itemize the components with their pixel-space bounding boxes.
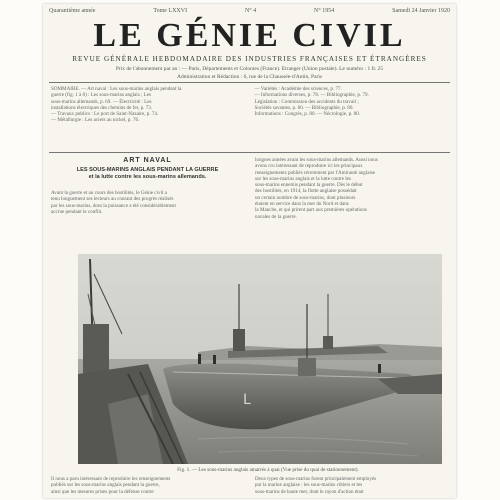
text-line: sur les sous-marins anglais et la lutte contre les [255,175,351,182]
text-line: renseignements publiés récemment par l'Amirauté anglaise [255,169,376,176]
header-number: N° 1954 [314,8,335,14]
text-line: sous-marins de haute mer, dont le rayon d'action était [255,488,364,495]
article-subtitle-line: et la lutte contre les sous-marins allemands. [88,174,207,180]
newspaper-page [43,4,456,498]
summary-line: — Métallurgie : Les aciers au nickel, p. 76. [51,117,140,124]
header-issue-no: N° 4 [244,8,257,14]
header-rule [49,82,450,83]
header-date: Samedi 24 Janvier 1920 [392,8,450,14]
address-line: Administration et Rédaction : 6, rue de la Chaussée-d'Antin, Paris [176,74,323,80]
submarine-photo [78,254,442,464]
summary-line: SOMMAIRE. — Art naval : Les sous-marins anglais pendant la [51,86,182,92]
text-line: la Manche, et qui prirent part aux premières opérations [255,207,367,214]
text-line: accrue pendant le conflit. [51,208,103,215]
text-line: Deux types de sous-marins furent principalement employés [255,476,377,482]
header-info-line [49,7,450,15]
bottom-column-left [51,476,244,498]
summary-line: — Informations diverses, p. 78. — Bibliographie, p. 79. [254,92,369,99]
text-line: publiés sur les sous-marins anglais pendant la guerre, [51,482,160,489]
summary-line: Législation : Commission des accidents du travail ; [254,98,359,105]
summary-line: — Travaux publics : Le port de Saint-Nazaire, p. 74. [51,111,159,118]
text-line: tenu longuement ses lecteurs au courant des progrès réalisés [51,196,174,203]
summary-line: sous-marins allemands, p. 69. — Électricité : Les [51,98,152,105]
text-line: des hostilités, en 1914, la flotte anglaise possédait [255,188,357,195]
text-line: Il nous a paru intéressant de reproduire les renseignements [51,476,171,482]
hull-number-mark: L [243,392,251,408]
submarine-harbor-illustration [78,254,442,464]
summary-block [51,86,448,149]
price-line: Prix de l'abonnement par an : — Paris, Départements et Colonies (France). Étranger (Union postale). Le numéro : 1 fr. 25 [115,66,384,72]
text-line: par les sous-marins, dont la puissance a été considérablement [51,202,176,209]
header-year: Quarantième année [49,8,96,14]
summary-line: — Variétés : Académie des sciences, p. 77. [254,86,342,92]
masthead-subtitle: REVUE GÉNÉRALE HEBDOMADAIRE DES INDUSTRIES FRANÇAISES ET ÉTRANGÈRES [72,55,427,63]
article-column-right [255,157,448,250]
summary-rule [49,152,450,153]
text-line: avons cru intéressant de reproduire ici les principaux [255,163,363,170]
figure-caption: Fig. 1. — Les sous-marins anglais amarrés à quai (Vue prise du quai de stationnement). [177,467,359,473]
bottom-column-right [255,476,448,498]
summary-line: Sociétés savantes, p. 80. — Bibliographie, p. 80. [254,104,354,111]
text-line: navales de la guerre. [255,213,297,220]
article-title-line: LES SOUS-MARINS ANGLAIS PENDANT LA GUERRE [76,167,219,173]
text-line: par la marine anglaise : les sous-marins côtiers et les [255,482,363,489]
text-line: un certain nombre de sous-marins, dont plusieurs [255,194,356,201]
section-label: ART NAVAL [123,157,172,164]
article-column-left [51,190,244,250]
masthead-title: LE GÉNIE CIVIL [93,17,406,54]
article-title [51,167,244,187]
header-volume: Tome LXXVI [153,8,188,14]
summary-line: installations électriques des chemins de fer, p. 73. [51,104,153,111]
summary-line: Informations : Congrès, p. 80. — Nécrologie, p. 80. [254,111,361,118]
text-line: longues années avant les sous-marins allemands. Aussi nous [255,157,378,163]
text-line: étaient en service dans la mer du Nord et dans [255,201,349,208]
summary-line: guerre (fig. 1 à 8) : Les sous-marins anglais ; Les [51,92,152,99]
text-line: sous-marins ennemis pendant la guerre. Dès le début [255,182,363,189]
text-line: ainsi que les mesures prises pour la défense contre [51,488,154,495]
text-line: Avant la guerre et au cours des hostilités, le Génie civil a [51,190,167,196]
